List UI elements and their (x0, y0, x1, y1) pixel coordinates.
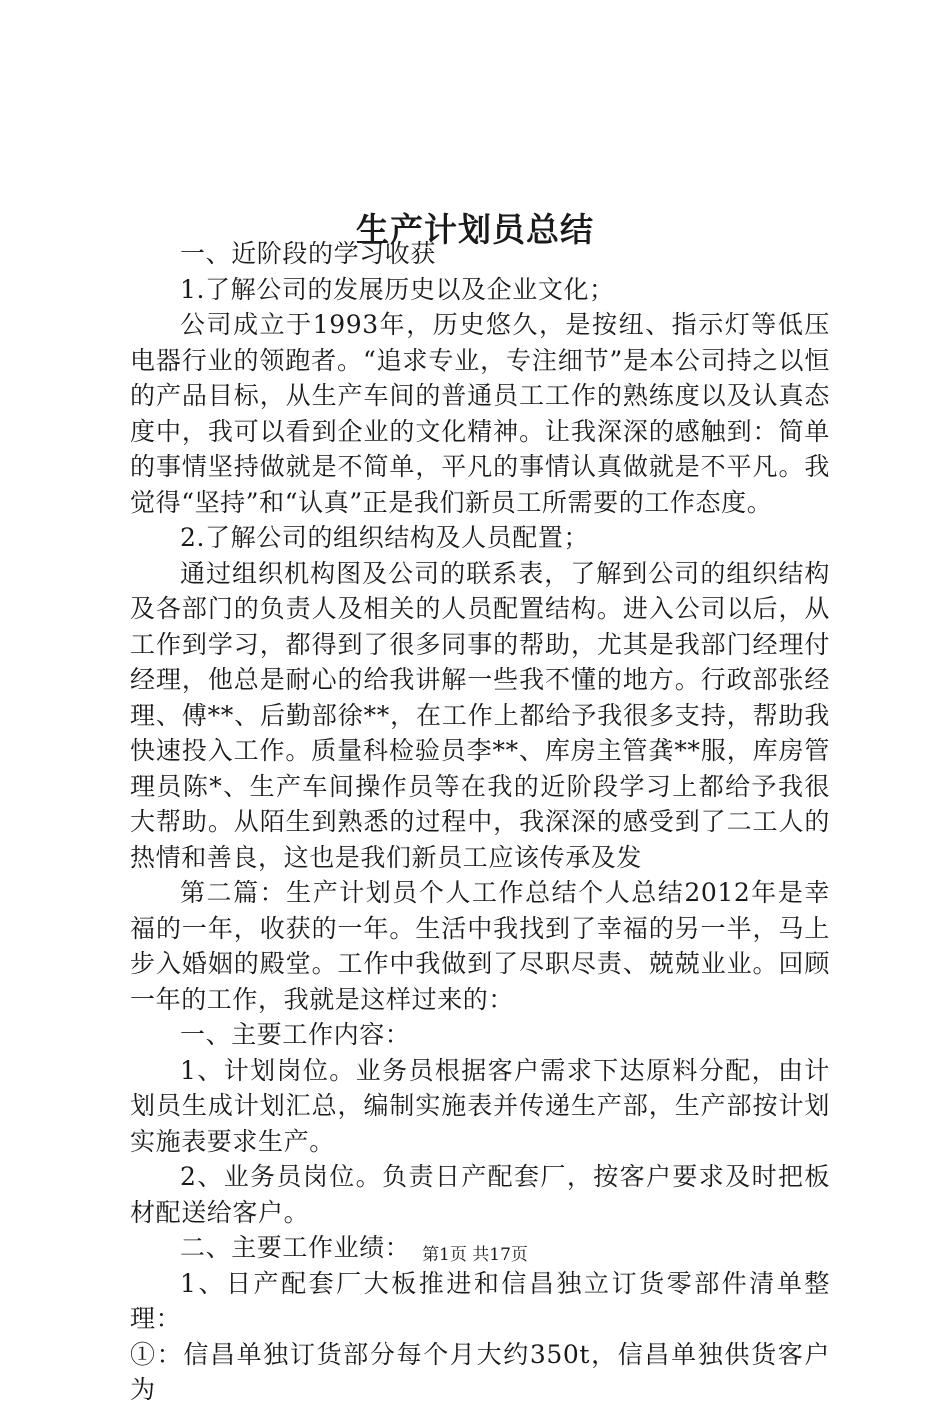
paragraph-planning-role: 1、计划岗位。业务员根据客户需求下达原料分配，由计划员生成计划汇总，编制实施表并传递生产部，生产部按计划实施表要求生产。 (130, 1055, 830, 1156)
paragraph-sales-role: 2、业务员岗位。负责日产配套厂，按客户要求及时把板材配送给客户。 (130, 1162, 830, 1227)
subheading-company-history: 1.了解公司的发展历史以及企业文化； (180, 274, 615, 304)
paragraph-company-culture: 公司成立于1993年，历史悠久，是按纽、指示灯等低压电器行业的领跑者。“追求专业，专注细节”是本公司持之以恒的产品目标，从生产车间的普通员工工作的熟练度以及认真态度中，我可以看到企业的文化精神。让我深深的感触到：简单的事情坚持做就是不简单，平凡的事情认真做就是不平凡。我觉得“坚持”和“认真”正是我们新员工所需要的工作态度。 (130, 310, 830, 517)
subheading-org-structure: 2.了解公司的组织结构及人员配置； (180, 523, 590, 552)
paragraph-achievement-1: 1、日产配套厂大板推进和信昌独立订货零部件清单整理： (130, 1268, 830, 1333)
section-heading-achievements: 二、主要工作业绩： (180, 1233, 411, 1262)
paragraph-second-article: 第二篇：生产计划员个人工作总结个人总结2012年是幸福的一年，收获的一年。生活中我找到了幸福的另一半，马上步入婚姻的殿堂。工作中我做到了尽职尽责、兢兢业业。回顾一年的工作，我就是这样过来的： (130, 878, 830, 1014)
page-title: 生产计划员总结 (356, 210, 594, 250)
document-body (130, 236, 830, 1408)
paragraph-achievement-detail: ①：信昌单独订货部分每个月大约350t，信昌单独供货客户为 (130, 1339, 830, 1404)
section-heading-recent-learning: 一、近阶段的学习收获 (180, 239, 437, 268)
page-number-footer: 第1页 共17页 (422, 1245, 528, 1265)
paragraph-org-structure: 通过组织机构图及公司的联系表，了解到公司的组织结构及各部门的负责人及相关的人员配置结构。进入公司以后，从工作到学习，都得到了很多同事的帮助，尤其是我部门经理付经理，他总是耐心的给我讲解一些我不懂的地方。行政部张经理、傅**、后勤部徐**，在工作上都给予我很多支持，帮助我快速投入工作。质量科检验员李**、库房主管龚**服，库房管理员陈*、生产车间操作员等在我的近阶段学习上都给予我很大帮助。从陌生到熟悉的过程中，我深深的感受到了二工人的热情和善良，这也是我们新员工应该传承及发 (130, 558, 830, 872)
section-heading-main-work: 一、主要工作内容： (180, 1020, 411, 1049)
